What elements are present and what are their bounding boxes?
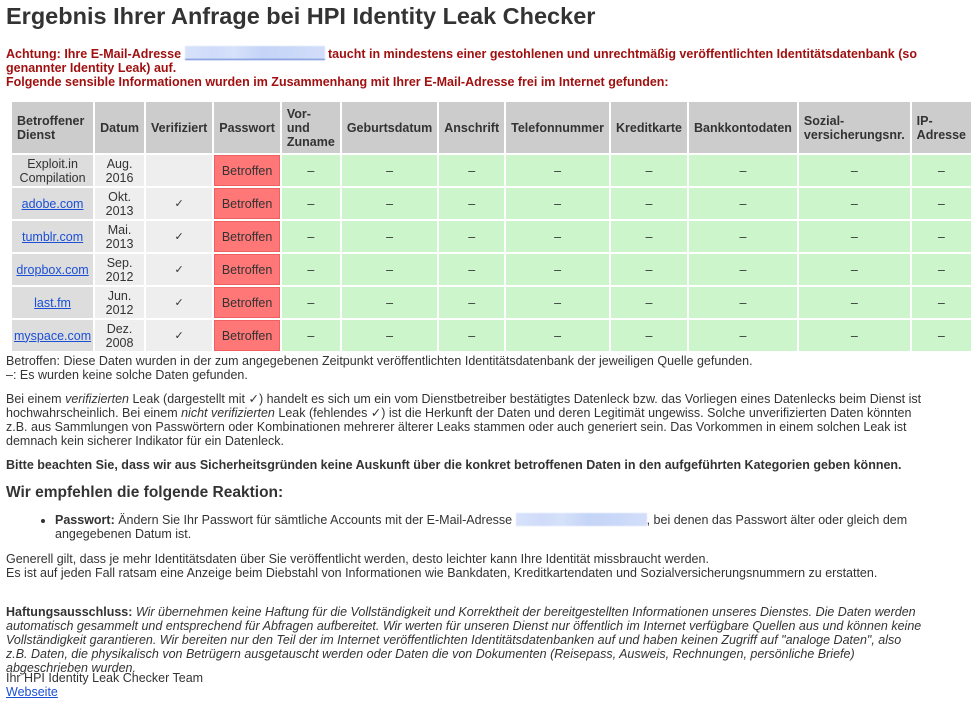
cell-name: – <box>282 287 340 318</box>
column-header-ssn <box>799 102 910 153</box>
cell-ssn: – <box>799 287 910 318</box>
recommendation-list <box>6 513 973 541</box>
disclaimer-label: Haftungsausschluss: <box>6 605 133 619</box>
verification-explanation <box>6 392 924 448</box>
signature-team: Ihr HPI Identity Leak Checker Team <box>6 671 204 685</box>
date-line: 2012 <box>105 302 134 317</box>
cell-phone: – <box>506 287 609 318</box>
column-header-line: Adresse <box>916 127 967 142</box>
cell-verified <box>146 155 212 186</box>
table-header-row <box>12 102 971 153</box>
checkmark-icon: ✓ <box>174 297 184 309</box>
column-header-creditcard <box>611 102 687 153</box>
cell-bank: – <box>689 155 797 186</box>
cell-ssn: – <box>799 254 910 285</box>
service-name-line: Compilation <box>19 170 86 185</box>
column-header-verified <box>146 102 212 153</box>
cell-verified <box>146 254 212 285</box>
cell-verified <box>146 188 212 219</box>
column-header-line: Telefonnummer <box>511 120 604 135</box>
cell-verified <box>146 320 212 351</box>
alert-line2: Folgende sensible Informationen wurden im Zusammenhang mit Ihrer E-Mail-Adresse frei im Internet gefunden: <box>6 75 669 89</box>
column-header-service <box>12 102 93 153</box>
column-header-password <box>214 102 280 153</box>
table-body <box>12 155 971 351</box>
disclaimer <box>6 605 924 675</box>
column-header-line: Zuname <box>286 134 335 149</box>
cell-password: Betroffen <box>214 155 280 186</box>
cell-birthdate: – <box>342 221 437 252</box>
cell-verified <box>146 287 212 318</box>
cell-date <box>95 254 144 285</box>
table-row <box>12 287 971 318</box>
cell-address: – <box>439 320 504 351</box>
date-line: Sep. <box>106 255 133 270</box>
alert-suffix: taucht in mindestens einer gestohlenen und unrechtmäßig veröffentlichten Identitätsdatenbank (so genannter Identity Leak) auf. <box>6 47 917 75</box>
column-header-address <box>439 102 504 153</box>
recommendation-text-before: Ändern Sie Ihr Passwort für sämtliche Accounts mit der E-Mail-Adresse <box>114 513 516 527</box>
leak-alert <box>6 46 924 89</box>
column-header-line: Sozial- <box>803 113 845 128</box>
legend <box>6 354 924 382</box>
table-row <box>12 221 971 252</box>
column-header-line: Verifiziert <box>151 120 208 135</box>
cell-creditcard: – <box>611 320 687 351</box>
cell-phone: – <box>506 254 609 285</box>
cell-date <box>95 320 144 351</box>
cell-bank: – <box>689 254 797 285</box>
column-header-birthdate <box>342 102 437 153</box>
cell-ssn: – <box>799 155 910 186</box>
service-link[interactable]: tumblr.com <box>21 229 84 244</box>
cell-address: – <box>439 287 504 318</box>
column-header-line: Datum <box>100 120 140 135</box>
cell-date <box>95 155 144 186</box>
checkmark-icon: ✓ <box>174 330 184 342</box>
column-header-line: IP- <box>916 113 933 128</box>
column-header-line: Kreditkarte <box>615 120 682 135</box>
cell-service[interactable] <box>12 221 93 252</box>
cell-bank: – <box>689 188 797 219</box>
cell-creditcard: – <box>611 221 687 252</box>
column-header-ip <box>912 102 971 153</box>
signature <box>6 671 924 699</box>
cell-name: – <box>282 254 340 285</box>
cell-creditcard: – <box>611 155 687 186</box>
service-link[interactable]: myspace.com <box>14 328 92 343</box>
column-header-bank <box>689 102 797 153</box>
cell-name: – <box>282 320 340 351</box>
cell-ssn: – <box>799 188 910 219</box>
cell-verified <box>146 221 212 252</box>
column-header-line: Vor- <box>286 106 311 121</box>
date-line: 2013 <box>105 236 134 251</box>
cell-password: Betroffen <box>214 254 280 285</box>
cell-address: – <box>439 221 504 252</box>
date-line: 2012 <box>105 269 134 284</box>
cell-ip: – <box>912 254 971 285</box>
date-line: 2013 <box>105 203 134 218</box>
cell-address: – <box>439 155 504 186</box>
cell-name: – <box>282 221 340 252</box>
table-row <box>12 254 971 285</box>
table-row <box>12 188 971 219</box>
cell-address: – <box>439 188 504 219</box>
verification-text-1: Bei einem <box>6 392 66 406</box>
verification-em-2: nicht verifizierten <box>181 406 275 420</box>
cell-date <box>95 287 144 318</box>
service-link[interactable]: adobe.com <box>21 196 84 211</box>
cell-creditcard: – <box>611 287 687 318</box>
security-notice: Bitte beachten Sie, dass wir aus Sicherheitsgründen keine Auskunft über die konkret betroffenen Daten in den aufgeführten Kategorien geben können. <box>6 458 902 472</box>
service-link[interactable]: dropbox.com <box>16 262 89 277</box>
column-header-line: Passwort <box>219 120 275 135</box>
cell-name: – <box>282 155 340 186</box>
cell-ip: – <box>912 221 971 252</box>
cell-password: Betroffen <box>214 287 280 318</box>
verification-text-2: Leak (dargestellt mit ✓) handelt es sich um ein vom Dienstbetreiber bestätigtes Datenleck bzw. das Vorliegen eines Datenlecks beim Dienst ist hochwahrscheinlich. Bei einem <box>6 392 922 420</box>
checkmark-icon: ✓ <box>174 198 184 210</box>
recommendation-item <box>55 513 973 541</box>
redacted-email <box>516 513 647 526</box>
cell-date <box>95 221 144 252</box>
date-line: Mai. <box>107 222 132 237</box>
general-line-1: Generell gilt, dass je mehr Identitätsdaten über Sie veröffentlicht werden, desto leichter kann Ihre Identität missbraucht werden. <box>6 552 709 566</box>
cell-creditcard: – <box>611 188 687 219</box>
date-line: Dez. <box>106 321 133 336</box>
cell-password: Betroffen <box>214 188 280 219</box>
column-header-line: Betroffener <box>17 113 85 128</box>
legend-affected: Betroffen: Diese Daten wurden in der zum angegebenen Zeitpunkt veröffentlichten Identitätsdatenbank der jeweiligen Quelle gefunden. <box>6 354 753 368</box>
cell-birthdate: – <box>342 320 437 351</box>
date-line: Okt. <box>108 189 132 204</box>
cell-birthdate: – <box>342 254 437 285</box>
cell-password: Betroffen <box>214 320 280 351</box>
column-header-line: versicherungsnr. <box>803 127 905 142</box>
general-line-2: Es ist auf jeden Fall ratsam eine Anzeige beim Diebstahl von Informationen wie Bankdaten, Kreditkartendaten und Sozialversicherungsnummern zu erstatten. <box>6 566 878 580</box>
cell-service <box>12 155 93 186</box>
column-header-name <box>282 102 340 153</box>
cell-service[interactable] <box>12 320 93 351</box>
cell-service[interactable] <box>12 254 93 285</box>
table-row <box>12 155 971 186</box>
cell-birthdate: – <box>342 155 437 186</box>
cell-phone: – <box>506 320 609 351</box>
cell-phone: – <box>506 221 609 252</box>
checkmark-icon: ✓ <box>174 231 184 243</box>
cell-ssn: – <box>799 221 910 252</box>
cell-ip: – <box>912 155 971 186</box>
column-header-line: Geburtsdatum <box>346 120 433 135</box>
date-line: Aug. <box>106 156 133 171</box>
disclaimer-text: Wir übernehmen keine Haftung für die Vollständigkeit und Korrektheit der bereitgestellten Informationen unseres Dienstes. Die Daten werden automatisch gesammelt und entsprechend für Abfragen aufbereitet. Wir werten für unseren Dienst nur öffentlich im Internet verfügbare Quellen aus und können keine Vollständigkeit garantieren. Wir bereiten nur den Teil der im Internet veröffentlichten Identitätsdatenbanken auf und haben keinen Zugriff auf "analoge Daten", also z.B. Daten, die physikalisch von Betrügern ausgetauscht werden oder Daten die von Dokumenten (Reisepass, Ausweis, Rechnungen, persönliche Briefe) abgeschrieben wurden. <box>6 605 922 675</box>
cell-ip: – <box>912 320 971 351</box>
cell-birthdate: – <box>342 188 437 219</box>
verification-text-3: Leak (fehlendes ✓) ist die Herkunft der Daten und deren Legitimät ungewiss. Solche unverifizierten Daten könnten z.B. aus Sammlungen von Passwörtern oder Kombinationen mehrerer älterer Leaks stammen oder auch generiert sein. Das Vorkommen in einem solchen Leak ist demnach kein sicherer Indikator für ein Datenleck. <box>6 406 912 448</box>
column-header-line: Dienst <box>17 127 56 142</box>
cell-name: – <box>282 188 340 219</box>
recommendation-label: Passwort: <box>55 513 115 527</box>
column-header-date <box>95 102 144 153</box>
cell-phone: – <box>506 188 609 219</box>
column-header-phone <box>506 102 609 153</box>
legend-none: –: Es wurden keine solche Daten gefunden. <box>6 368 248 382</box>
cell-bank: – <box>689 320 797 351</box>
cell-ip: – <box>912 188 971 219</box>
column-header-line: Anschrift <box>444 120 500 135</box>
cell-service[interactable] <box>12 188 93 219</box>
cell-ip: – <box>912 287 971 318</box>
service-name-line: Exploit.in <box>27 156 78 171</box>
cell-birthdate: – <box>342 287 437 318</box>
date-line: 2008 <box>105 335 134 350</box>
column-header-line: und <box>286 120 310 135</box>
general-advice <box>6 552 924 580</box>
recommendation-heading: Wir empfehlen die folgende Reaktion: <box>6 484 284 501</box>
alert-prefix: Achtung: Ihre E-Mail-Adresse <box>6 47 182 61</box>
service-link[interactable]: last.fm <box>34 295 71 310</box>
cell-bank: – <box>689 221 797 252</box>
verification-em-1: verifizierten <box>65 392 129 406</box>
recommendation-text-after: , bei denen das Passwort älter oder gleich dem angegebenen Datum ist. <box>55 513 908 541</box>
cell-password: Betroffen <box>214 221 280 252</box>
cell-ssn: – <box>799 320 910 351</box>
redacted-email[interactable] <box>185 46 325 60</box>
cell-service[interactable] <box>12 287 93 318</box>
date-line: 2016 <box>105 170 134 185</box>
cell-address: – <box>439 254 504 285</box>
leak-table <box>10 100 973 353</box>
website-link[interactable]: Webseite <box>6 685 58 699</box>
cell-creditcard: – <box>611 254 687 285</box>
table-row <box>12 320 971 351</box>
page-title: Ergebnis Ihrer Anfrage bei HPI Identity Leak Checker <box>6 3 596 29</box>
column-header-line: Bankkontodaten <box>693 120 792 135</box>
date-line: Jun. <box>107 288 132 303</box>
cell-phone: – <box>506 155 609 186</box>
checkmark-icon: ✓ <box>174 264 184 276</box>
cell-date <box>95 188 144 219</box>
cell-bank: – <box>689 287 797 318</box>
